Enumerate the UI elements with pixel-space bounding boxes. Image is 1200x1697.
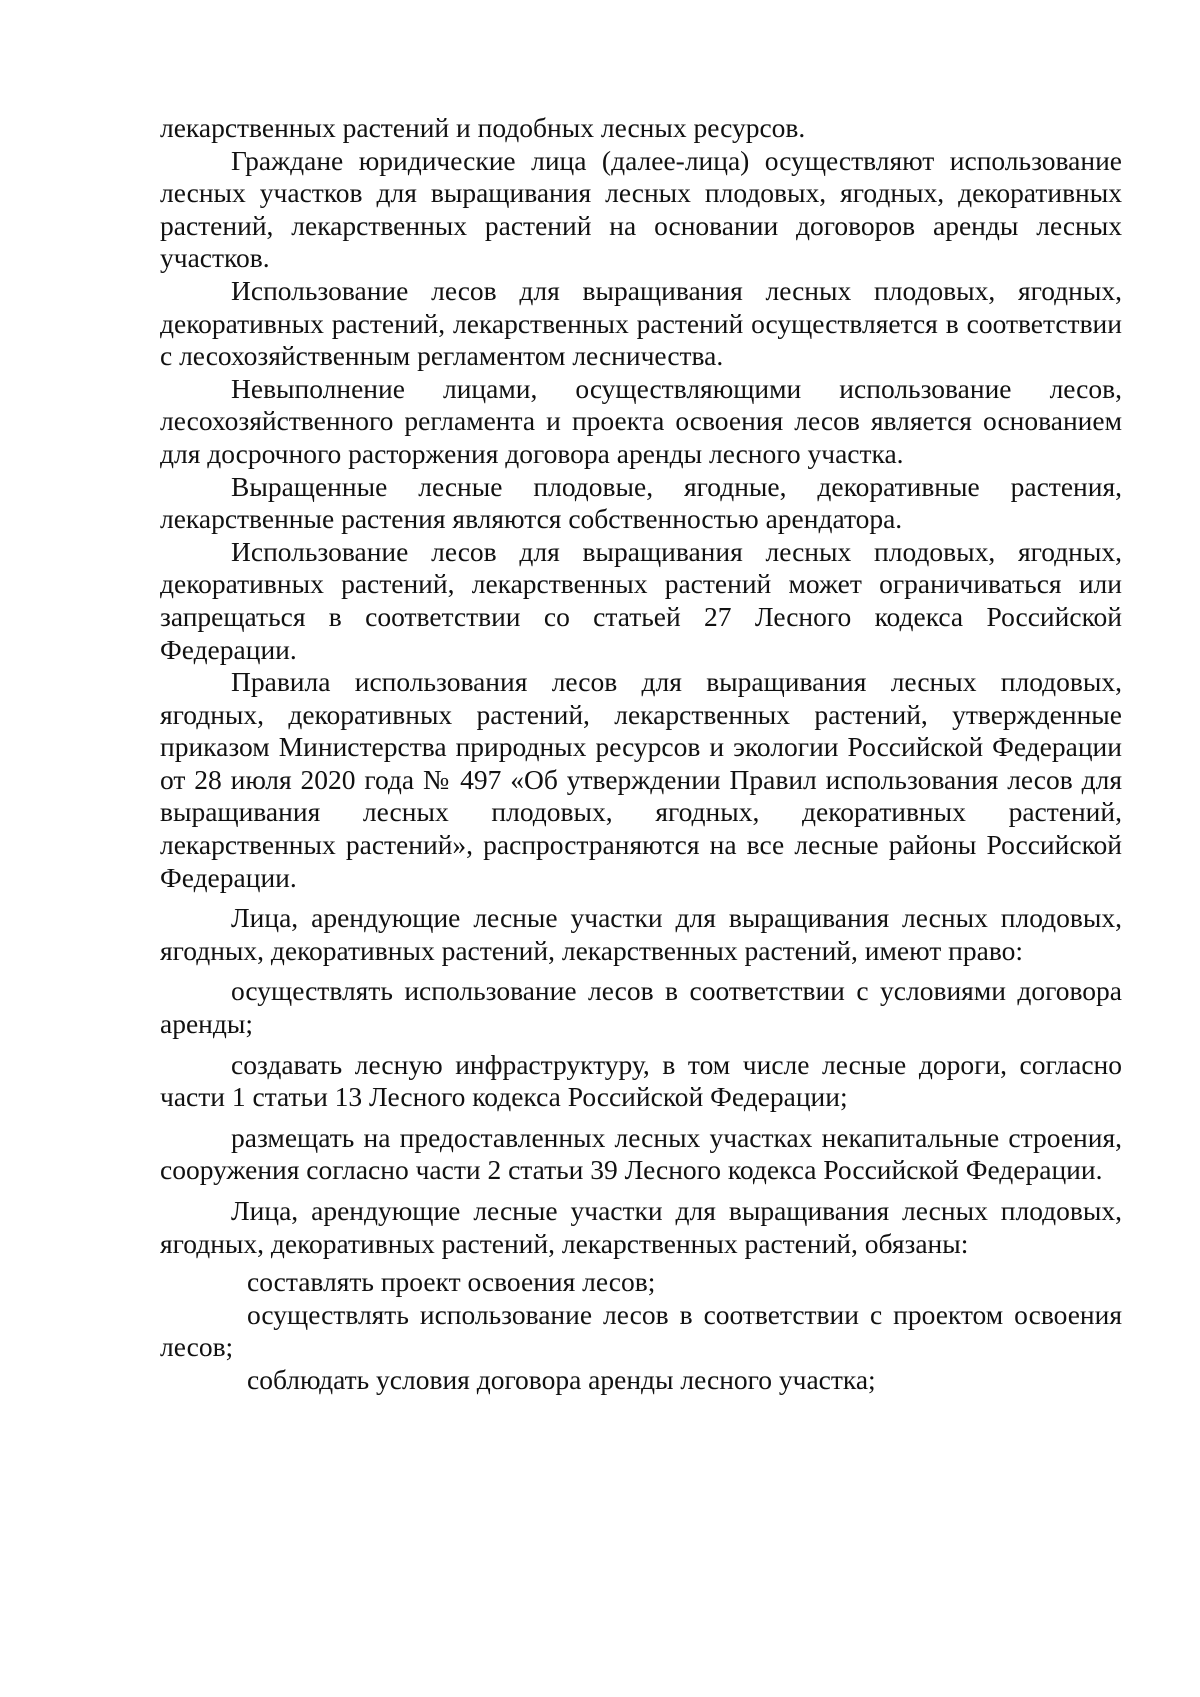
rights-list-item: размещать на предоставленных лесных участках некапитальные строения, сооружения согласно части 2 статьи 39 Лесного кодекса Российской Федерации.: [160, 1121, 1122, 1186]
rights-list-item: осуществлять использование лесов в соответствии с условиями договора аренды;: [160, 975, 1122, 1040]
duties-list-item: составлять проект освоения лесов;: [247, 1266, 656, 1298]
paragraph-rights-heading: Лица, арендующие лесные участки для выращивания лесных плодовых, ягодных, декоративных растений, лекарственных растений, имеют право:: [160, 902, 1122, 966]
paragraph-restrictions: Использование лесов для выращивания лесных плодовых, ягодных, декоративных растений, лекарственных растений может ограничиваться или запрещаться в соответствии со статьей 27 Лесного кодекса Российской Федерации.: [160, 535, 1122, 665]
paragraph-continuation: лекарственных растений и подобных лесных ресурсов.: [160, 112, 806, 143]
paragraph-rules: Правила использования лесов для выращивания лесных плодовых, ягодных, декоративных растений, лекарственных растений, утвержденные приказом Министерства природных ресурсов и экологии Российской Федерации от 28 июля 2020 года № 497 «Об утверждении Правил использования лесов для выращивания лесных плодовых, ягодных, декоративных растений, лекарственных растений», распространяются на все лесные районы Российской Федерации.: [160, 666, 1122, 893]
duties-list-item: соблюдать условия договора аренды лесного участка;: [247, 1363, 876, 1395]
document-page: [160, 112, 1122, 1397]
duties-list-item: осуществлять использование лесов в соответствии с проектом освоения лесов;: [160, 1298, 1122, 1363]
paragraph-non-compliance: Невыполнение лицами, осуществляющими использование лесов, лесохозяйственного регламента и проекта освоения лесов является основанием для досрочного расторжения договора аренды лесного участка.: [160, 372, 1122, 469]
rights-list-item: создавать лесную инфраструктуру, в том числе лесные дороги, согласно части 1 статьи 13 Лесного кодекса Российской Федерации;: [160, 1048, 1122, 1113]
paragraph-duties-heading: Лица, арендующие лесные участки для выращивания лесных плодовых, ягодных, декоративных растений, лекарственных растений, обязаны:: [160, 1195, 1122, 1259]
paragraph-forestry-regulation: Использование лесов для выращивания лесных плодовых, ягодных, декоративных растений, лекарственных растений осуществляется в соответствии с лесохозяйственным регламентом лесничества.: [160, 274, 1122, 372]
paragraph-lease-basis: Граждане юридические лица (далее-лица) осуществляют использование лесных участков для выращивания лесных плодовых, ягодных, декоративных растений, лекарственных растений на основании договоров аренды лесных участков.: [160, 144, 1122, 274]
paragraph-ownership: Выращенные лесные плодовые, ягодные, декоративные растения, лекарственные растения являются собственностью арендатора.: [160, 470, 1122, 535]
